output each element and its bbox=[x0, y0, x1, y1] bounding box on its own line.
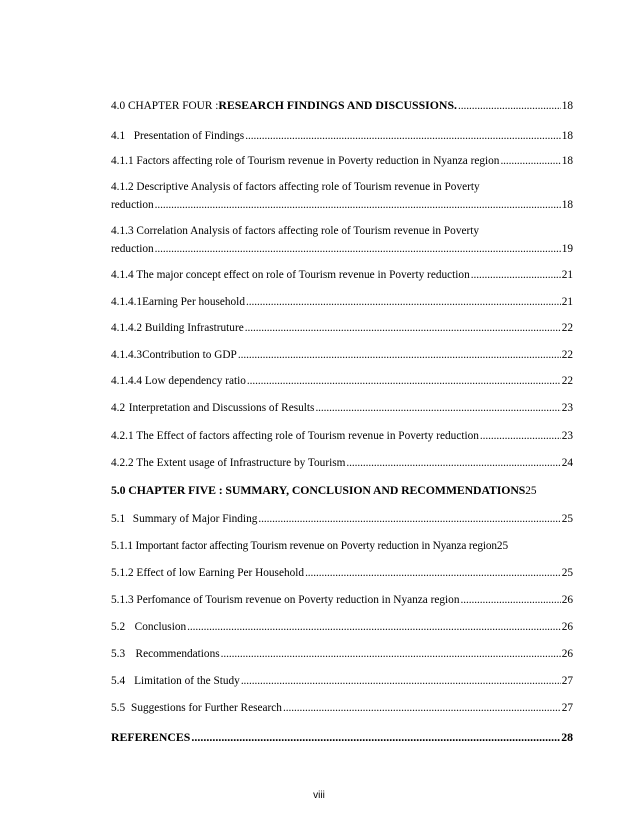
toc-entry-title: 4.1.4 The major concept effect on role of Tourism revenue in Poverty reduction bbox=[111, 269, 470, 281]
toc-entry-4-2[interactable] bbox=[111, 401, 573, 415]
toc-page-number: 26 bbox=[561, 594, 573, 606]
toc-entry-5-5[interactable] bbox=[111, 701, 573, 715]
dot-leader bbox=[221, 647, 561, 661]
toc-page-number: 25 bbox=[496, 540, 509, 552]
dot-leader bbox=[480, 429, 561, 443]
toc-entry-title: Interpretation and Discussions of Results bbox=[128, 402, 315, 414]
toc-entry-title: 5.1.1 Important factor affecting Tourism revenue on Poverty reduction in Nyanza region bbox=[111, 540, 497, 552]
toc-page-number: 28 bbox=[561, 730, 573, 744]
toc-page-number: 26 bbox=[561, 648, 573, 660]
toc-entry-5-1[interactable] bbox=[111, 512, 573, 526]
dot-leader bbox=[155, 198, 561, 212]
toc-page-number: 25 bbox=[561, 513, 573, 525]
toc-page-number: 22 bbox=[561, 322, 573, 334]
toc-entry-references[interactable] bbox=[111, 730, 573, 744]
toc-entry-5-1-1[interactable] bbox=[111, 539, 573, 553]
toc-entry-4-1[interactable] bbox=[111, 129, 573, 143]
toc-entry-5-1-3[interactable] bbox=[111, 593, 573, 607]
toc-entry-number: 5.5 bbox=[111, 702, 126, 714]
toc-entry-title: Suggestions for Further Research bbox=[131, 702, 282, 714]
toc-page-number: 24 bbox=[561, 457, 573, 469]
dot-leader bbox=[283, 701, 561, 715]
toc-entry-title: 4.1.4.4 Low dependency ratio bbox=[111, 375, 246, 387]
toc-entry-5-2[interactable] bbox=[111, 620, 573, 634]
toc-entry-title: 4.2.2 The Extent usage of Infrastructure by Tourism bbox=[111, 457, 346, 469]
toc-entry-chapter-four[interactable] bbox=[111, 98, 573, 113]
toc-page-number: 21 bbox=[561, 269, 573, 281]
toc-entry-title: 4.1.1 Factors affecting role of Tourism revenue in Poverty reduction in Nyanza region bbox=[111, 155, 500, 167]
toc-entry-title: 4.1.4.1Earning Per household bbox=[111, 296, 245, 308]
toc-entry-number: 5.2 bbox=[111, 621, 126, 633]
toc-page-number: 25 bbox=[525, 485, 537, 497]
dot-leader bbox=[238, 348, 561, 362]
toc-entry-4-1-4-1[interactable] bbox=[111, 295, 573, 309]
toc-entry-title: Conclusion bbox=[134, 621, 187, 633]
toc-page-number: 19 bbox=[561, 243, 573, 255]
toc-page-number: 18 bbox=[561, 100, 573, 112]
dot-leader bbox=[471, 268, 561, 282]
dot-leader bbox=[258, 512, 560, 526]
toc-entry-prefix: 4.0 CHAPTER FOUR : bbox=[111, 100, 219, 112]
toc-page-number: 26 bbox=[561, 621, 573, 633]
toc-page-number: 27 bbox=[561, 675, 573, 687]
dot-leader bbox=[305, 566, 561, 580]
toc-entry-4-1-4-2[interactable] bbox=[111, 321, 573, 335]
toc-page-number: 18 bbox=[561, 199, 573, 211]
toc-entry-4-1-4-3[interactable] bbox=[111, 348, 573, 362]
toc-page-number: 18 bbox=[561, 155, 573, 167]
dot-leader bbox=[187, 620, 561, 634]
toc-page-number: 23 bbox=[561, 430, 573, 442]
toc-entry-4-2-2[interactable] bbox=[111, 456, 573, 470]
dot-leader bbox=[315, 401, 560, 415]
toc-entry-title: REFERENCES bbox=[111, 730, 191, 744]
toc-entry-number: 4.2 bbox=[111, 402, 126, 414]
toc-page-number: 18 bbox=[561, 130, 573, 142]
toc-entry-5-1-2[interactable] bbox=[111, 566, 573, 580]
dot-leader bbox=[460, 593, 560, 607]
toc-entry-title: Presentation of Findings bbox=[133, 130, 245, 142]
toc-page-number: 25 bbox=[561, 567, 573, 579]
dot-leader bbox=[500, 154, 560, 168]
dot-leader bbox=[245, 321, 561, 335]
toc-page-number: 23 bbox=[561, 402, 573, 414]
toc-entry-title: 4.1.3 Correlation Analysis of factors affecting role of Tourism revenue in Poverty bbox=[111, 225, 480, 237]
dot-leader bbox=[155, 242, 561, 256]
toc-entry-title-continued: reduction bbox=[111, 243, 154, 255]
toc-page-number: 22 bbox=[561, 375, 573, 387]
toc-entry-title: Limitation of the Study bbox=[134, 675, 240, 687]
page-number-footer: viii bbox=[313, 790, 325, 801]
toc-entry-title: 4.1.4.2 Building Infrastruture bbox=[111, 322, 244, 334]
toc-entry-title: RESEARCH FINDINGS AND DISCUSSIONS. bbox=[218, 98, 457, 112]
dot-leader bbox=[458, 99, 561, 113]
toc-page-number: 27 bbox=[561, 702, 573, 714]
toc-entry-title: Summary of Major Finding bbox=[132, 513, 258, 525]
toc-page-number: 21 bbox=[561, 296, 573, 308]
dot-leader bbox=[245, 129, 560, 143]
toc-entry-5-3[interactable] bbox=[111, 647, 573, 661]
toc-entry-number: 5.3 bbox=[111, 648, 126, 660]
toc-entry-title: 5.1.3 Perfomance of Tourism revenue on Poverty reduction in Nyanza region bbox=[111, 594, 460, 606]
toc-entry-4-1-3[interactable] bbox=[111, 224, 573, 256]
dot-leader bbox=[246, 295, 561, 309]
toc-entry-title: Recommendations bbox=[135, 648, 220, 660]
dot-leader bbox=[191, 730, 560, 744]
toc-entry-number: 5.1 bbox=[111, 513, 126, 525]
dot-leader bbox=[247, 374, 561, 388]
dot-leader bbox=[346, 456, 560, 470]
toc-entry-4-2-1[interactable] bbox=[111, 429, 573, 443]
toc-entry-4-1-1[interactable] bbox=[111, 154, 573, 168]
toc-entry-4-1-4[interactable] bbox=[111, 268, 573, 282]
toc-entry-chapter-five[interactable] bbox=[111, 483, 573, 498]
toc-entry-title: 5.0 CHAPTER FIVE : SUMMARY, CONCLUSION AND RECOMMENDATIONS bbox=[111, 483, 526, 497]
dot-leader bbox=[241, 674, 561, 688]
toc-entry-title: 5.1.2 Effect of low Earning Per Household bbox=[111, 567, 305, 579]
toc-page-number: 22 bbox=[561, 349, 573, 361]
toc-entry-title: 4.2.1 The Effect of factors affecting role of Tourism revenue in Poverty reduction bbox=[111, 430, 479, 442]
toc-entry-4-1-2[interactable] bbox=[111, 180, 573, 212]
toc-entry-4-1-4-4[interactable] bbox=[111, 374, 573, 388]
toc-entry-number: 4.1 bbox=[111, 130, 126, 142]
toc-entry-5-4[interactable] bbox=[111, 674, 573, 688]
toc-entry-number: 5.4 bbox=[111, 675, 126, 687]
toc-entry-title: 4.1.4.3Contribution to GDP bbox=[111, 349, 237, 361]
toc-entry-title-continued: reduction bbox=[111, 199, 154, 211]
toc-entry-title: 4.1.2 Descriptive Analysis of factors affecting role of Tourism revenue in Poverty bbox=[111, 181, 480, 193]
